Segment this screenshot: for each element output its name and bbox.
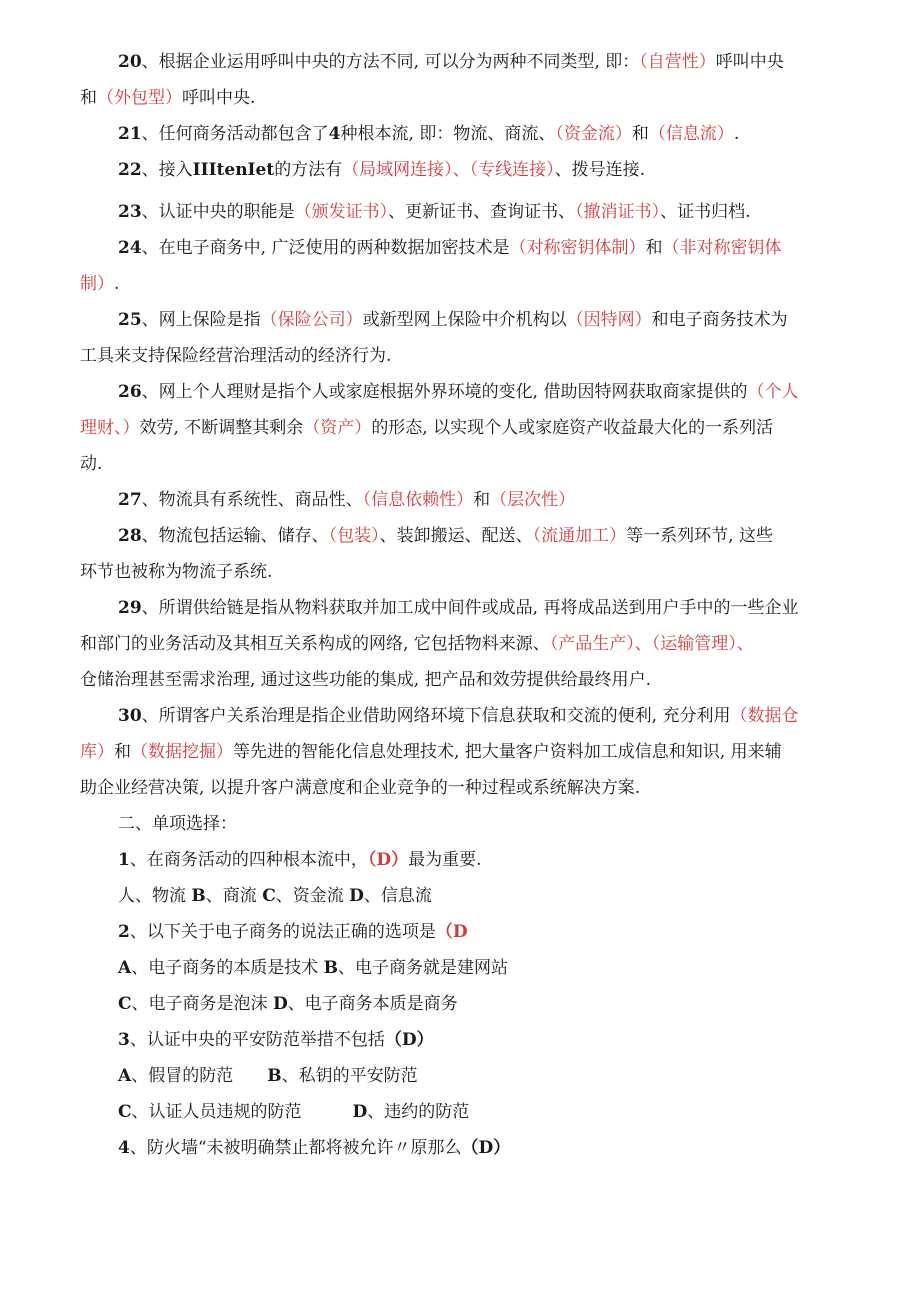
answer-text: （D [435,922,468,942]
text-segment: 、认证人员违规的防范 [131,1102,353,1122]
text-segment: 、在电子商务中, 广泛使用的两种数据加密技术是 [141,238,510,258]
text-line [80,734,850,770]
text-segment: 和 [631,124,649,144]
text-line [80,518,850,554]
text-segment: 工具来支持保险经营治理活动的经济行为. [80,346,392,366]
text-segment: 助企业经营决策, 以提升客户满意度和企业竞争的一种过程或系统解决方案. [80,778,641,798]
text-segment: 、所谓供给链是指从物料获取并加工成中间件或成品, 再将成品送到用户手中的一些企业 [141,598,799,618]
text-line [80,338,850,374]
option-line [80,986,850,1022]
item-number: 3 [118,1030,130,1050]
text-segment: 的形态, 以实现个人或家庭资产收益最大化的一系列活 [371,418,774,438]
text-segment: C [118,1102,132,1122]
text-segment: D [352,1102,368,1122]
text-segment: 、网上保险是指 [141,310,261,330]
text-segment: 、违约的防范 [367,1102,470,1122]
text-segment: 二、单项选择： [118,814,237,834]
answer-text: 理财、） [80,418,140,438]
answer-text: （非对称密钥体 [662,238,782,258]
text-segment: B [267,1066,282,1086]
item-number: 25 [118,310,142,330]
item-number: 26 [118,382,142,402]
text-segment: C [262,886,276,906]
answer-text: （包装） [328,526,380,546]
text-segment: 、商流 [205,886,263,906]
item-number: 30 [118,706,142,726]
question-line [80,914,850,950]
text-line [80,410,850,446]
text-segment: 、电子商务就是建网站 [337,958,508,978]
text-segment: 人、物流 [118,886,192,906]
answer-text: （保险公司） [260,310,363,330]
text-segment: 和 [114,742,131,762]
text-line [80,698,850,734]
text-segment: D [349,886,364,906]
text-segment: 、私钥的平安防范 [281,1066,418,1086]
text-segment: 等先进的智能化信息处理技术, 把大量客户资料加工成信息和知识, 用来辅 [233,742,782,762]
answer-text: （产品生产）、（运输管理）、 [549,634,754,654]
text-line [80,44,850,80]
text-segment: 、接入 [141,160,193,180]
answer-text: 库） [80,742,114,762]
document-page [80,44,850,1166]
question-line [80,1130,850,1166]
answer-text: （自营性） [639,52,716,72]
question-line [80,842,850,878]
text-segment: 最为重要. [408,850,482,870]
text-segment: 和 [80,88,97,108]
text-segment: 、认证中央的职能是 [141,202,295,222]
text-segment: 呼叫中央 [715,52,784,72]
text-segment: 、网上个人理财是指个人或家庭根据外界环境的变化, 借助因特网获取商家提供的 [141,382,748,402]
text-line [80,230,850,266]
text-segment: 呼叫中央. [182,88,256,108]
answer-text: （局域网连接）、（专线连接） [342,160,555,180]
answer-text: （个人 [747,382,799,402]
text-segment: 、电子商务的本质是技术 [131,958,324,978]
text-line [80,446,850,482]
text-segment: 、防火墙“未被明确禁止都将被允许〃原那么 [129,1138,462,1158]
answer-text: （因特网） [566,310,652,330]
answer-text: （数据仓 [730,706,799,726]
text-line [80,302,850,338]
text-segment: B [323,958,338,978]
section-heading [80,806,850,842]
text-segment: 和电子商务技术为 [651,310,788,330]
item-number: 1 [118,850,130,870]
option-line [80,1094,850,1130]
text-segment: （D） [461,1138,511,1158]
text-line [80,266,850,302]
text-segment: 、电子商务是泡沫 [131,994,273,1014]
text-line [80,662,850,698]
text-segment: 、假冒的防范 [131,1066,268,1086]
item-number: 24 [118,238,142,258]
option-line [80,878,850,914]
text-line [80,554,850,590]
answer-text: （资金流） [555,124,632,144]
answer-text: （数据挖掘） [131,742,233,762]
text-segment: . [733,124,740,144]
answer-text: （颁发证书） [294,202,389,222]
text-segment: （D） [384,1030,434,1050]
item-number: 4 [118,1138,130,1158]
text-segment: 、在商务活动的四种根本流中， [129,850,368,870]
text-segment: 或新型网上保险中介机构以 [362,310,567,330]
text-segment: 效劳, 不断调整其剩余 [139,418,304,438]
text-segment: 、以下关于电子商务的说法正确的选项是 [129,922,436,942]
text-segment: 、装卸搬运、配送、 [379,526,533,546]
answer-text: 制） [80,274,114,294]
text-segment: 、电子商务本质是商务 [287,994,458,1014]
text-segment: . [114,274,120,294]
text-segment: 环节也被称为物流子系统. [80,562,273,582]
answer-text: （资产） [303,418,372,438]
text-segment: 、证书归档. [660,202,751,222]
item-number: 28 [118,526,142,546]
text-segment: 、更新证书、查询证书、 [388,202,576,222]
text-segment: 、拨号连接. [554,160,646,180]
text-segment: 种根本流, 即：物流、商流、 [340,124,556,144]
answer-text: （信息依赖性） [362,490,474,510]
text-segment: 、资金流 [275,886,350,906]
text-segment: 、根据企业运用呼叫中央的方法不同, 可以分为两种不同类型, 即： [141,52,640,72]
text-segment: 4 [328,124,341,144]
item-number: 21 [118,124,142,144]
answer-text: （信息流） [648,124,734,144]
text-segment: 和 [645,238,663,258]
text-line [80,626,850,662]
answer-text: （外包型） [97,88,182,108]
question-line [80,1022,850,1058]
text-segment: 、物流包括运输、储存、 [141,526,329,546]
text-segment: 的方法有 [274,160,343,180]
item-number: 23 [118,202,142,222]
text-segment: 、所谓客户关系治理是指企业借助网络环境下信息获取和交流的便利, 充分利用 [141,706,731,726]
text-line [80,80,850,116]
text-segment: 等一系列环节, 这些 [626,526,773,546]
text-line [80,590,850,626]
text-segment: 、物流具有系统性、商品性、 [141,490,363,510]
item-number: 20 [118,52,142,72]
text-line [80,770,850,806]
option-line [80,950,850,986]
text-line [80,116,850,152]
text-segment: 动. [80,454,103,474]
text-line [80,152,850,188]
text-segment: A [118,1066,132,1086]
answer-text: （撤消证书） [575,202,661,222]
item-number: 27 [118,490,142,510]
text-segment: 和 [473,490,491,510]
text-line [80,482,850,518]
answer-text: （流通加工） [532,526,627,546]
answer-text: （对称密钥体制） [509,238,646,258]
text-segment: B [191,886,206,906]
option-line [80,1058,850,1094]
text-segment: D [272,994,288,1014]
text-segment: 、信息流 [363,886,432,906]
item-number: 2 [118,922,130,942]
text-segment: 仓储治理甚至需求治理, 通过这些功能的集成, 把产品和效劳提供给最终用户. [80,670,652,690]
text-line [80,374,850,410]
text-segment: 和部门的业务活动及其相互关系构成的网络, 它包括物料来源、 [80,634,550,654]
answer-text: （D） [367,850,409,870]
text-segment: A [118,958,132,978]
item-number: 22 [118,160,142,180]
item-number: 29 [118,598,142,618]
text-segment: IIItenIet [192,160,275,180]
text-line [80,194,850,230]
answer-text: （层次性） [490,490,576,510]
text-segment: C [118,994,132,1014]
text-segment: 、认证中央的平安防范举措不包括 [129,1030,385,1050]
text-segment: 、任何商务活动都包含了 [141,124,329,144]
